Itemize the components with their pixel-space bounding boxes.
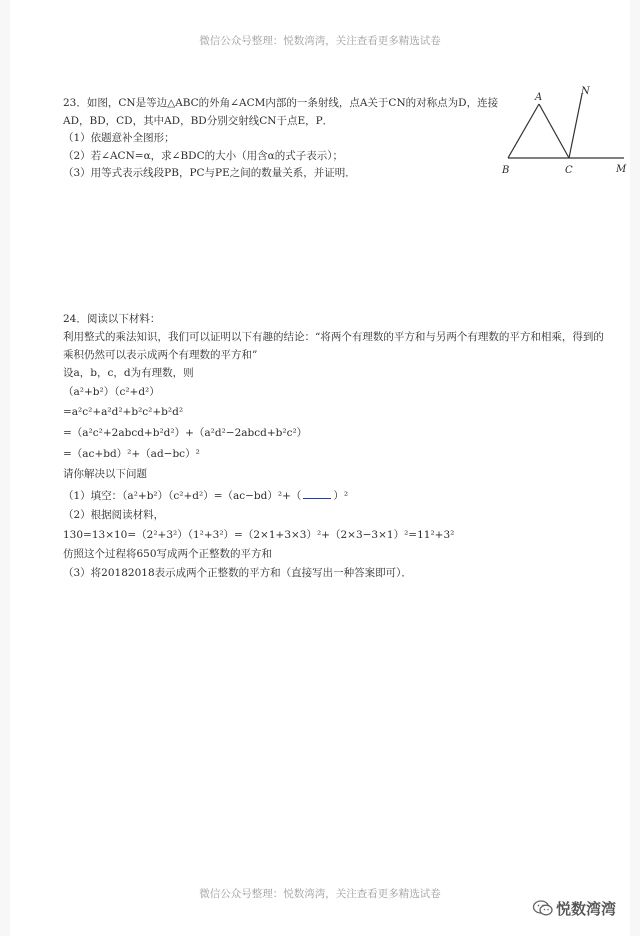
q24-intro1: 利用整式的乘法知识，我们可以证明以下有趣的结论：“将两个有理数的平方和与另两个有理数的平方和相乘，得到的: [63, 331, 604, 343]
q23-part1: （1）依题意补全图形；: [63, 132, 175, 144]
answer-blank[interactable]: [303, 487, 331, 499]
label-b: B: [502, 165, 510, 176]
q24-intro2: 乘积仍然可以表示成两个有理数的平方和”: [63, 349, 258, 361]
q23-line2: AD，BD，CD，其中AD，BD分别交射线CN于点E，P．: [63, 115, 334, 127]
watermark-logo: [532, 895, 632, 921]
q24-title: 24．阅读以下材料：: [63, 313, 161, 325]
q23-line1: 23．如图，CN是等边△ABC的外角∠ACM内部的一条射线，点A关于CN的对称点为D，连接: [63, 97, 499, 109]
q23-figure: [496, 88, 630, 180]
q24-eq3: =（a²c²+2abcd+b²d²）+（a²d²−2abcd+b²c²）: [63, 427, 308, 439]
label-n: N: [581, 86, 590, 97]
q24-eq1: （a²+b²）（c²+d²）: [63, 386, 160, 398]
logo-text: 悦数湾湾: [556, 899, 617, 918]
q24-solve: 请你解决以下问题: [63, 468, 147, 480]
q24-part1-post: ）²: [333, 490, 349, 502]
q24-imitate: 仿照这个过程将650写成两个正整数的平方和: [63, 548, 273, 560]
q24-part3: （3）将20182018表示成两个正整数的平方和（直接写出一种答案即可）．: [63, 567, 412, 579]
ray-cn: [569, 94, 582, 158]
q24-example: 130=13×10=（2²+3²）（1²+3²）=（2×1+3×3）²+（2×3−3×1）²=11²+3²: [63, 529, 455, 541]
side-ab: [508, 104, 539, 158]
label-m: M: [616, 164, 627, 175]
label-c: C: [565, 165, 573, 176]
q23-part2: （2）若∠ACN=α，求∠BDC的大小（用含α的式子表示）；: [63, 150, 343, 162]
page-footer: 微信公众号整理：悦数湾湾，关注查看更多精选试卷: [199, 888, 441, 900]
side-ac: [539, 104, 569, 158]
triangle-diagram: [496, 88, 630, 180]
label-a: A: [535, 92, 543, 103]
page-header: 微信公众号整理：悦数湾湾，关注查看更多精选试卷: [199, 35, 441, 47]
q23-part3: （3）用等式表示线段PB，PC与PE之间的数量关系，并证明．: [63, 167, 356, 179]
q24-eq4: =（ac+bd）²+（ad−bc）²: [63, 448, 200, 460]
q24-part2: （2）根据阅读材料，: [63, 509, 165, 521]
q24-let: 设a，b，c，d为有理数，则: [63, 367, 194, 379]
q24-eq2: =a²c²+a²d²+b²c²+b²d²: [63, 406, 184, 418]
q24-part1: [63, 487, 348, 503]
q24-part1-pre: （1）填空：（a²+b²）（c²+d²）=（ac−bd）²+（: [63, 490, 302, 502]
wechat-icon: [532, 897, 554, 919]
